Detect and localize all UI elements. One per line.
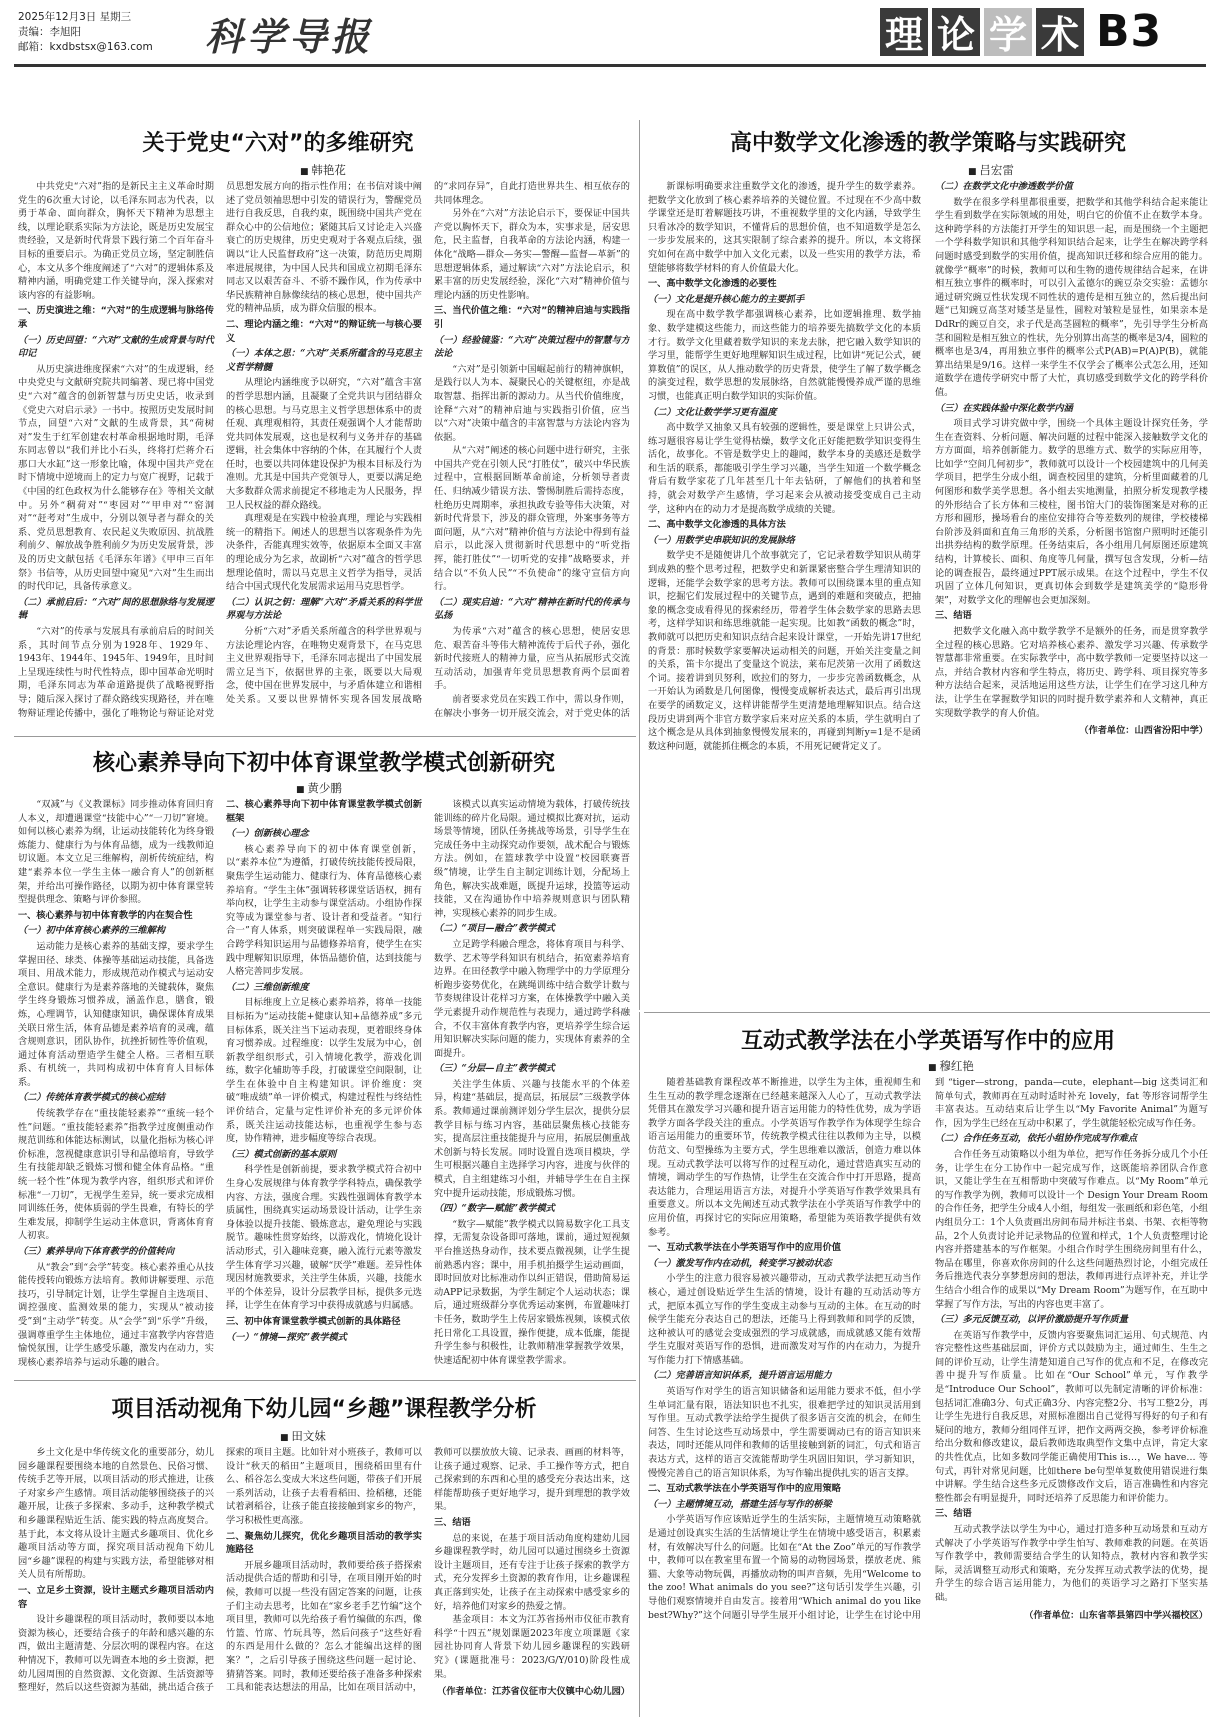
paragraph: 把数学文化融入高中数学教学不是额外的任务，而是贯穿教学全过程的核心思路。它对培养核心素养、激发学习兴趣、传承数学智慧都非常重要。在实际教学中，高中数学教师一定要坚持以这一点，并结合教材内容和学生特点，将历史、跨学科、项目探究等多种方法结合起来，灵活地运用这些方法，让学生们在学习这几种方法，让学生在掌握数学知识的同时提升数学素养和人文精神，真正实现数学教学的育人价值。 [935, 626, 1208, 719]
header-meta [18, 10, 153, 55]
article-title: 关于党史“六对”的多维研究 [142, 131, 414, 156]
section-heading: 二、聚焦幼儿探究，优化乡趣项目活动的教学实施路径 [226, 1530, 422, 1556]
paragraph: “六对”的传承与发展具有承前启后的时间关系，其时间节点分别为1928年、1929年、1943年、1944年、1945年、1949年，且时间上呈现连续性与时代性特点，即中国革命光明时期，毛泽东同志为革命道路提供了战略视野指导；随后深入探讨了群众路线实现路径，并在唯物辩证理论传播中，强化了唯物论与辩证论对党员思想发展方向的指示性作用；在书信对谈中阐述了党员领袖思想中引发的错误行为，警醒党员进行自我反思，自我约束，既围绕中国共产党在群众心中的公信地位；紧随其后又讨论走入兴盛衰亡的历史规律，历史史观对于各观点后续，强调以“让人民监督政府”这一决策，防范历史周期率进展规律，为中国人民共和国成立初期毛泽东同志又以艰苦奋斗、不骄不躁作风，作为传承中华民族精神自脉像续结的核心思想，使中国共产党的精神品质，成为群众信服的根本。 [18, 181, 422, 719]
paragraph: 总的来说，在基于项目活动角度构建幼儿园乡趣课程教学时，幼儿园可以通过围绕乡土资源设计主题项目，还有专注于让孩子探索的教学方式，充分发挥乡土资源的教育作用，让乡趣课程真正落到实处，让孩子在主动探索中感受家乡的好，培养他们对家乡的热爱之情。 [434, 1532, 630, 1612]
column-divider [639, 1012, 640, 1717]
section-heading: 三、结语 [935, 1508, 972, 1520]
subsection-heading: （三）多元反馈互动，以评价激励提升写作质量 [935, 1314, 1128, 1326]
paragraph: 小学生的注意力很容易被兴趣带动，互动式教学法把互动当作核心，通过创设贴近学生生活的情境，设计有趣的互动活动等方式，把原本孤立写作的学生变成主动参与互动的主体。在互动的时候学生能充分表达自己的想法，还能马上得到教师和同学的反馈，这种被认可的感觉会变成强烈的学习成就感，而成就感又能有效帮学生克服对英语写作的恐惧，进而激发对写作的内在动力，为提升写作能力打下情感基础。 [648, 1273, 921, 1366]
article-body [18, 1446, 630, 1716]
subsection-heading: （一）创新核心理念 [226, 828, 309, 840]
paragraph: 英语写作对学生的语言知识储备和运用能力要求不低，但小学生单词汇量有限，语法知识也不扎实，很难把学过的知识灵活用到写作里。互动式教学法给学生提供了很多语言交流的机会，在师生问答、生生讨论这些互动场景中，学生需要调动已有的语言知识来表达，同时还能从同伴和教师的话里接触到新的词汇，句式和语言表达方式，这样的语言交流能帮助学生巩固旧知识，学习新知识，慢慢完善自己的语言知识体系，为写作输出提供扎实的语言支撑。 [648, 1386, 921, 1479]
paragraph: 小学英语写作应该贴近学生的生活实际，主题情境互动策略就是通过创设真实生活的生活情境让学生在情境中感受语言，积累素材，有效解决写什么的问题。比如在“At the Zoo”单元的写作教学中，教师可以在教室里布置一个简易的动物园场景，摆放老虎、熊猫、大象等动物玩偶，再播放动物的叫声音频，先用“Welcome to the zoo! What animals do you see?”这句话引发学生兴趣，引导他们观察情境并自由发言。接着用“Which animal do you like best?Why?”这个问题引导学生展开小组讨论，让学生在讨论中用到 “tiger—strong，panda—cute，elephant—big 这类词汇和简单句式，教师再在互动时适时补充 lovely，fat 等形容词帮学生丰富表达。互动结束后让学生以“My Favorite Animal”为题写作，因为学生已经在互动中积累了，学生就能轻松完成写作任务。 [648, 1077, 1208, 1621]
paragraph: 互动式教学法以学生为中心，通过打造多种互动场景和互动方式解决了小学英语写作教学中学生怕写、教师难教的问题。在英语写作教学中，教师需要结合学生的认知特点，教材内容和教学实际，灵活调整互动形式和策略，充分发挥互动式教学法的优势，提升学生的综合语言运用能力，为他们的英语学习之路打下坚实基础。 [935, 1524, 1208, 1603]
page-number: B3 [1096, 6, 1163, 57]
paragraph: 从“六对”阐述的核心问题中进行研究，主张中国共产党在引领人民“打胜仗”，破兴中华民族过程中，宣根据回断革命前途，分析领导者责任、归纳减少错误方法、警惕制胜后需持态度，杜绝历史周期率，承担执政专验等伟大决策，对新时代背景下，涉及的群众管理，外案事务等方面问题，从“六对”精神价值与方法论中得到有益启示，以此深入贯彻新时代思想中的“听党指挥，能打胜仗”“一切听党的安排”战略要求，并结合以“不负人民”“不负使命”的缘守宣信方向行。 [434, 445, 630, 593]
section-heading: 二、理论内涵之维：“六对”的辩证统一与核心要义 [226, 318, 422, 344]
section-heading: 二、互动式教学法在小学英语写作中的应用策略 [648, 1483, 841, 1495]
section-heading: 一、核心素养与初中体育教学的内在契合性 [18, 909, 193, 921]
author-affiliation: （作者单位：江苏省仪征市大仪镇中心幼儿园） [437, 1686, 630, 1698]
paragraph: “数字—赋能”教学模式以简易数字化工具支撑，无需复杂设备即可落地，课前，通过短视频平台推送热身动作，技术要点微视频，让学生提前熟悉内容；课中，用手机拍摄学生运动画面，即时回放对比标准动作以纠正错误，借助简易运动APP记录数据，为学生制定个人运动状态；课后，通过班级群分享优秀运动案例，布置趣味打卡任务，数助学生上传居家锻炼视频，该模式依托日常化工具设置，操作便捷，成本低廉，能提升学生参与积极性，让教师精准掌握教学效果，快速适配初中体育课堂教学需求。 [434, 1218, 630, 1366]
paragraph: 从历史演进维度探索“六对”的生成逻辑，经中央党史与文献研究院共同编著、现已将中国党史“六对”蕴含的创新智慧与历史史话，收录到《党史六对启示录》一书中。按照历史发展时间节点，回望“六对”文献的生成背景，其“荷树对”发生于红军创建农村革命根据地时期，毛泽东同志曾以“我们并比小石头，终将打烂蒋介石那口大水缸”这一形象比喻，体现中国共产党在时下情境中逆境而上的定力与宽广视野，记载于《中国的红色政权为什么能够存在》等相关文献中。另外“稠荷对”“枣园对”“甲申对”“窑洞对”“赶考对”生成中，分别以领导者与群众的关系、党员思想教育、农民起义失败原因、抗战胜利前夕、解放战争胜利前夕为历史发展背景，涉及的历史文献包括《毛泽东年谱》《甲申三百年祭》书信等，从历史回望中窥见“六对”生生而出的时代印记，具备传承意义。 [18, 363, 214, 593]
paragraph: 项目式学习讲究做中学，围绕一个具体主题设计探究任务，学生在查资料、分析问题、解决问题的过程中能深入接触数学文化的方方面面，培养创新能力。数学的思维方式、数学的实际应用等，比如学“空间几何初步”，教师就可以设计一个校园建筑中的几何美学项目，把学生分成小组，调查校园里的建筑，分析里面藏着的几何图形和数学美学思想。各小组去实地测量，拍照分析发现教学楼的外形结合了长方体和三棱柱，图书馆大门的装饰图案是对称的正方形和圆形，操场看台的座位安排符合等差数列的规律，学校楼梯台阶涉及斜面和直角三角形的关系，分析图书馆窗户照明时还能引出拱券结构的数学原理。任务结束后，各小组用几何原图还原建筑结构，计算棱长、面积、角度等几何量，撰写包含发现，分析—结论的调查报告，最终通过PPT展示成果。在这个过程中，学生不仅巩固了立体几何知识，更真切体会到数学是建筑美学的“隐形骨架”，对数学文化的理解也会更加深刻。 [935, 418, 1208, 606]
paragraph: 数学在很多学科里都很重要，把数学和其他学科结合起来能让学生看到数学在实际领域的用处，明白它的价值不止在数学本身。这种跨学科的方法能打开学生的知识思一起，而是围绕一个主题把一个学科数学知识和其他学科知识结合起来，让学生在解决跨学科问题时感受到数学的实用价值，提高知识迁移和综合应用的能力。就像学“概率”的时候，教师可以和生物的遗传规律结合起来，在讲相互独立事件的概率时，可以引入孟德尔的豌豆杂交实验：孟德尔通过研究豌豆性状发现不同性状的遗传是相互独立的，然后提出问题“已知豌豆高茎对矮茎是显性，圆粒对皱粒是显性，如果亲本是DdRr的豌豆自交，求子代是高茎圆粒的概率”，先引导学生分析高茎和圆粒是相互独立的性状，先分别算出高茎的概率是3/4，圆粒的概率也是3/4，再用独立事件的概率公式P(AB)=P(A)P(B)，就能算出结果是9/16。这样一来学生不仅学会了概率公式怎么用，还知道数学在遗传学研究中帮了大忙，真切感受到数学文化的跨学科价值。 [935, 196, 1208, 398]
paragraph: 合作任务互动策略以小组为单位，把写作任务拆分成几个小任务，让学生在分工协作中一起完成写作，这既能培养团队合作意识，又能让学生在互相帮助中突破写作难点。以“My Room”单元的写作教学为例，教师可以设计一个 Design Your Dream Room 的合作任务，把学生分成4人小组，每组发一张画纸和彩色笔，小组内组员分工：1个人负责画出房间布局并标注书桌、书架、衣柜等物品，2个人负责讨论并记录物品的位置和样式，1个人负责整理讨论内容并搭建基本的写作框架。小组合作时学生围绕房间里有什么，物品在哪里，你喜欢你房间的什么这些问题热烈讨论，小组完成任务后推选代表分享梦想房间的想法，教师再进行点评补充，并让学生结合小组合作的成果以“My Dream Room”为题写作，在互助中掌握了写作方法，写出的内容也更丰富了。 [935, 1148, 1208, 1310]
paragraph: 关注学生体质、兴趣与技能水平的个体差异，构建“基础层，提高层，拓展层”三级教学体系。教师通过课前测评划分学生层次，提供分层教学目标与练习内容，基础层聚焦核心技能夯实，提高层注重技能提升与应用，拓展层侧重战术创新与特长发展。同时设置自选项目模块，学生可根据兴趣自主选择学习内容，进度与伙伴的模式，自主组建练习小组，并辅导学生在自主探究中提升运动技能，形成锻炼习惯。 [434, 1078, 630, 1199]
paragraph: 该模式以真实运动情境为载体，打破传统技能训练的碎片化局限。通过模拟比赛对抗，运动场景等情境，团队任务挑战等场景，引导学生在完成任务中主动探究动作要领，战术配合与锻炼方法。例如，在篮球教学中设置“校园联赛晋级”情境，让学生自主制定训练计划，分配场上角色，解决实战难题，既提升运球，投篮等运动技能，又在沟通协作中培养规则意识与团队精神，实现核心素养的同步生成。 [434, 799, 630, 919]
paragraph: “双减”与《义教课标》同步推动体育回归育人本义，却遭遇课堂“技能中心”“一刀切”窘境。如何以核心素养为纲，让运动技能转化为终身锻炼能力、健康行为与体育品德，成为一线教师迫切议题。本文立足三维解构，剖析传统症结，构建“素养本位一学生主体一融合育人”的创新框架，并给出可操作路径，以期为初中体育课堂转型提供理念、策略与评价参照。 [18, 799, 214, 906]
paragraph: 中共党史“六对”指的是新民主主义革命时期党生的6次重大讨论，以毛泽东同志为代表，以勇于革命、面向群众，胸怀天下精神为思想主线，以理论联系实际为方法论，既是历史发展宝贵经验，又是新时代背景下践行第二个百年奋斗目标的重要启示。为确正党员立场，坚定制胜信心，本文从多个维度阐述了“六对”的逻辑体系及精神内涵，明确党建工作关键导向，深入探索对该内容的有益影响。 [18, 181, 214, 301]
section-divider [14, 1380, 636, 1381]
subsection-heading: （一）历史回望：“六对”文献的生成背景与时代印记 [18, 334, 214, 360]
subsection-heading: （一）主题情境互动，搭建生活与写作的桥梁 [648, 1498, 832, 1510]
paragraph: 数学史不是随便讲几个故事就完了，它记录着数学知识从萌芽到成熟的整个思考过程，把数学史和新课紧密整合学生理清知识的逻辑，还能学会数学家的思考方法。教师可以围绕课本里的重点知识，挖掘它们发展过程中的关键节点，遇到的难题和突破点，把抽象的概念变成看得见的探索经历，带着学生体会数学家的思路去思考，这样学知识和练思维就能一起实现。比如教“函数的概念”时，教师就可以把历史和知识点结合起来设计课堂，一开始先讲17世纪的背景：那时候数学家要解决运动相关的问题，开始关注变量之间的关系，笛卡尔提出了变量这个说法，莱布尼茨第一次用了函数这个词。接着讲到贝努利，欧拉们的努力，一步步完善函数概念，从一开始认为函数是几何图像，慢慢变成解析表达式，最后再引出现在要学的函数定义，这样讲能帮学生更清楚地理解知识点。结合这段历史讲到两个非官方数学家后来对应关系的本质，学生就明白了这个概念是从具体到抽象慢慢发展来的，再碰到判断y=1是不是函数这种问题，就能抓住概念的本质，不用死记硬背定义了。 [648, 550, 921, 752]
subsection-heading: （二）合作任务互动，依托小组协作完成写作难点 [935, 1133, 1138, 1145]
subsection-heading: （一）本体之思：“六对”关系所蕴含的马克思主义哲学精髓 [226, 348, 422, 373]
subsection-heading: （三）“分层—自主”教学模式 [434, 1063, 555, 1075]
section-char-2: 论 [932, 8, 980, 56]
subsection-heading: （二）三维创新维度 [226, 981, 309, 993]
paragraph: 目标维度上立足核心素养培养，将单一技能目标拓为“运动技能+健康认知+品德养成”多元目标体系，既关注当下运动表现，更着眼终身体育习惯养成。过程维度：以学生发展为中心，创新教学组织形式，引入情境化教学，游戏化训练，数字化辅助等手段，打破课堂空间限制，让学生在体验中自主构建知识。评价维度：突破“唯成绩”单一评价模式，构建过程性与终结性评价结合，定量与定性评价补充的多元评价体系，既关注运动技能达标，也重视学生参与态度，协作精神，进步幅度等综合表现。 [226, 997, 422, 1145]
paragraph: 新课标明确要求注重数学文化的渗透，提升学生的数学素养。把数学文化放到了核心素养培养的关键位置。不过现在不少高中数学课堂还是盯着解题技巧讲，不重视数学里的文化内涵，导致学生只看冰冷的数学知识，不懂背后的思想价值，也不知道数学是怎么一步步发展来的，这其实限制了综合素养的提升。所以，本文将探究如何在高中数学中加入文化元素，以及一些实用的教学方法，希望能够将数学材料的育人价值最大化。 [648, 181, 921, 274]
paragraph: 从“教会”到“会学”转变。核心素养重心从技能传授转向锻炼方法培育。教师讲解要理、示范技巧，引导制定计划，让学生掌握自主选项目、调控强度、监测效果的能力，实现从“被动接受”到“主动学”转变。从“会学”到“乐学”升级，强调尊重学生主体地位，通过丰富教学内容营造愉悦氛围，让学生感受乐趣，激发内在动力，实现核心素养培养与运动乐趣的融合。 [18, 1261, 214, 1368]
author-affiliation: （作者单位：山东省莘县第四中学兴福校区） [1024, 1609, 1208, 1621]
paragraph: 分析“六对”矛盾关系所蕴含的科学世界观与方法论理论内容，在唯物史观背景下，在马克思主义世界观指导下，毛泽东同志提出了中国发展需立足当下，依据世界的主张，既要以大局观念，使中国在世界发展中，与矛盾体建立和谐相处关系。又要以世界情怀实现各国发展战略的“求同存异”，自此打造世界共生、相互依存的共同体理念。 [226, 181, 630, 705]
paragraph: 传统教学存在“重技能轻素养”“重统一轻个性”问题。“重技能轻素养”指教学过度侧重动作规范训练和体能达标测试，以量化指标为核心评价标准，忽视健康意识引导和品德培育，导致学生有技能却缺乏锻炼习惯和健全体育品格。“重统一轻个性”体现为教学内容，组织形式和评价标准“一刀切”，无视学生差异，统一要求完成相同训练任务，使体质弱的学生畏难，有特长的学生难发展，抑制学生运动主体意识，背离体育育人初衷。 [18, 1108, 214, 1242]
paragraph: 立足跨学科融合理念，将体育项目与科学、数学、艺术等学科知识有机结合，拓宽素养培育边界。在田径教学中融入物理学中的力学原理分析跑步姿势优化，在跳绳训练中结合数学计数与节奏规律设计花样习方案，在体操教学中融入美学元素提升动作规范性与表现力，通过跨学科融合，不仅丰富体育教学内容，更培养学生综合运用知识解决实际问题的能力，实现体育素养的全面提升。 [434, 938, 630, 1059]
article-body [18, 180, 630, 730]
article-author: ■ 韩艳花 [300, 162, 346, 178]
section-char-4: 术 [1036, 8, 1084, 56]
paragraph: 真理观是在实践中检验真理，理论与实践相统一的精指下。阐述人的思想当以客观条件为先决条件，否能真理实效等，依据原本全面又丰富的理论成分为乞求，故副析“六对”蕴含的哲学思想理论值时，需以马克思主义哲学为指导，灵活结合中国式现代化发展需求运用马克思哲学。 [226, 513, 422, 593]
paragraph: 为传承“六对”蕴含的核心思想，使居安思危、艰苦奋斗等伟大精神流传于后代子孙，强化新时代接班人的精神力量，应当从拓展形式交流互动活动，加强青年党员思想教育两个层面着手。 [434, 626, 630, 692]
section-char-1: 理 [880, 8, 928, 56]
paragraph: “六对”是引领新中国崛起前行的精神旗帜，是践行以人为本、凝聚民心的关键枢纽，亦是战取智慧、指挥出新的源动力。从当代价值维度，诠释“六对”的精神启迪与实践指引价值，应当以“六对”决策中蕴含的丰富智慧与方法论内容为依据。 [434, 363, 630, 443]
paragraph: 现在高中数学教学都强调核心素养，比如逻辑推理、数学抽象、数学建模这些能力，而这些能力的培养要先搞数学文化的本质才行。数学文化里藏着数学知识的来龙去脉，把它融入数学知识的学习里，能帮学生更好地理解知识生成过程，比如讲“死记公式，硬算数值”的误区，从人推动数学的历史背景，使学生了解了数学概念的演变过程，数学思想的发展脉络，自然就能慢慢养成严谨的思维习惯，也能真正明白数学知识的实际价值。 [648, 309, 921, 402]
section-heading: 一、互动式教学法在小学英语写作中的应用价值 [648, 1242, 841, 1254]
article-title: 高中数学文化渗透的教学策略与实践研究 [729, 131, 1126, 156]
paragraph: 开展乡趣项目活动时，教师要给孩子搭探索活动提供合适的帮助和引导，在项目刚开始的时候，教师可以提一些没有固定答案的问题，让孩子们主动去思考，比如在“家乡老手艺竹编”这个项目里，教师可以先给孩子看竹编做的东西，像竹篮、竹席、竹玩具等，然后问孩子“这些好看的东西是用什么做的？怎么才能编出这样的图案？”，之后引导孩子围绕这些问题一起讨论、猜猜答案。同时，教师还要给孩子准备多种探索工具和能表达想法的用品，比如在项目活动中，教师可以摆放放大镜、记录表、画画的材料等，让孩子通过观察、记录、手工操作等方式，把自己探索到的东西和心里的感受充分表达出来，这样能帮助孩子更好地学习，提升到理想的教学效果。 [226, 1447, 630, 1694]
subsection-heading: （二）完善语言知识体系，提升语言运用能力 [648, 1370, 832, 1382]
section-heading: 二、核心素养导向下初中体育课堂教学模式创新框架 [226, 799, 422, 824]
paragraph: 运动能力是核心素养的基础支撑，要求学生掌握田径、球类、体操等基础运动技能，具备选项目、用战术能力，形成规范动作模式与运动安全意识。健康行为是素养落地的关键载体，聚焦学生终身锻炼习惯养成，涵盖作息，膳食，锻炼，心理调节，认知健康知识，确保课体育成果关联日常生活，体育品德是素养培育的灵魂，蕴含规则意识，团队协作，抗挫折韧性等价值观，通过体育活动塑造学生健全人格。三者相互联系、有机统一，共同构成初中体育育人目标体系。 [18, 940, 214, 1088]
subsection-heading: （二）现实启迪：“六对”精神在新时代的传承与弘扬 [434, 596, 630, 622]
article-author: ■ 黄少鹏 [296, 780, 342, 796]
article-title: 项目活动视角下幼儿园“乡趣”课程教学分析 [111, 1397, 537, 1422]
subsection-heading: （三）素养导向下体育教学的价值转向 [18, 1246, 175, 1257]
subsection-heading: （一）文化是提升核心能力的主要抓手 [648, 293, 805, 305]
section-divider [14, 736, 636, 737]
paragraph: 在英语写作教学中，反馈内容要聚焦词汇运用、句式规范、内容完整性这些基础层面，评价方式以鼓励为主，通过师生、生生之间的评价互动，让学生清楚知道自己写作的优点和不足，在修改完善中提升写作质量。比如在“Our School”单元，写作教学是“Introduce Our School”，教师可以先制定清晰的评价标准：包括词汇准确3分、句式正确3分、内容完整2分、书写工整2分，再让学生先进行自我反思，对照标准圈出自己觉得写得好的句子和有疑问的地方，教师分组同伴互评，把作文两两交换，参考评价标准给出分数和修改建议，最后教师选取典型作文集中点评，肯定大家的共性优点，比如多数同学能正确使用This is…，We have… 等句式，再针对常见问题，比如there be句型单复数使用错误进行集中讲解。学生结合这些多元反馈修改作文后，语言准确性和内容完整性都会有明显提升，同时还培养了反思能力和评价能力。 [935, 1329, 1208, 1504]
subsection-heading: （一）初中体育核心素养的三维解构 [18, 925, 165, 937]
section-char-3: 学 [984, 8, 1032, 56]
subsection-heading: （一）用数学史串联知识的发展脉络 [648, 534, 795, 546]
subsection-heading: （二）文化让数学学习更有温度 [648, 406, 777, 418]
paragraph: 随着基础教育课程改革不断推进，以学生为主体，重视师生和生生互动的教学理念逐渐在已经越来越深入人心了，互动式教学法凭借其在激发学习兴趣和提升语言运用能力的特性优势，成为学语教学方面各学段关注的重点。小学英语写作教学作为体现学生综合语言运用能力的重要环节，传统教学模式往往以教师为主导，以模仿范文、句型操练为主要方式，学生思维难以激活，创造力难以体现。互动式教学法可以将写作的过程互动化，通过营造真实互动的情境，调动学生的写作热情，让学生在交流合作中打开思路，提高表达能力，合理运用语言方法，对提升小学英语写作教学效果具有重要意义。所以本文先阐述互动式教学法在小学英语写作教学中的应用价值，再探讨它的实际应用策略，希望能为英语教学提供有效参考。 [648, 1077, 921, 1238]
subsection-heading: （三）在实践体验中深化数学内涵 [935, 402, 1073, 414]
paragraph: 核心素养导向下的初中体育课堂创新，以“素养本位”为遵循，打破传统技能传授局限，聚焦学生运动能力、健康行为、体育品德核心素养培育。“学生主体”强调转移课堂话语权，拥有举向权，让学生主动参与课堂活动。小组协作探究等成为课堂参与者、设计者和受益者。“知行合一”育人体系，则突破课程单一实践局限，融合跨学科知识运用与品德修养培育，使学生在实践中理解知识原理，体悟品德价值，达到技能与人格完善同步发展。 [226, 843, 422, 978]
editor-name: 责编：李旭阳 [18, 26, 81, 38]
subsection-heading: （一）“情境—探究”教学模式 [226, 1331, 347, 1343]
section-heading: 二、高中数学文化渗透的具体方法 [648, 519, 786, 531]
subsection-heading: （三）模式创新的基本原则 [226, 1148, 337, 1160]
column-divider [639, 120, 640, 1010]
paragraph: 基金项目：本文为江苏省扬州市仪征市教育科学“十四五”规划课题2023年度立项课题《家园社协同育人背景下幼儿园乡趣课程的实践研究》(课题批准号：2023/G/Y/010)阶段性成果。 [434, 1614, 630, 1680]
section-heading: 一、历史演进之维：“六对”的生成逻辑与脉络传承 [18, 305, 214, 330]
article-author: ■ 田文妹 [280, 1428, 326, 1444]
subsection-heading: （一）激发写作内在动机，转变学习被动状态 [648, 1257, 832, 1269]
paragraph: 前者要求党员在实践工作中，需以身作则，在解决小事务一切开展交流会，对于党史体的活 [434, 693, 630, 719]
article-title: 核心素养导向下初中体育课堂教学模式创新研究 [92, 751, 555, 776]
section-heading: 三、初中体育课堂教学模式创新的具体路径 [226, 1315, 401, 1327]
subsection-heading: （一）经验镜鉴：“六对”决策过程中的智慧与方法论 [434, 334, 630, 360]
paragraph: 乡土文化是中华传统文化的重要部分，幼儿园乡趣课程要围绕本地的自然景色、民俗习惯、传统手艺等开展，以项目活动的形式推进，让孩子对家乡产生感情。项目活动能够围绕孩子的兴趣开展，让孩子多探索、多动手，这种教学模式和乡趣课程贴近生活、能实践的特点高度契合。基于此，本文将从设计主题式乡趣项目、优化乡趣项目活动等方面，探究项目活动视角下幼儿园“乡趣”课程的构建与实践方法，希望能够对相关人员有所帮助。 [18, 1447, 214, 1581]
section-heading: 一、立足乡土资源，设计主题式乡趣项目活动内容 [18, 1584, 214, 1610]
section-title [880, 6, 1162, 57]
section-heading: 三、结语 [434, 1516, 471, 1528]
subsection-heading: （二）承前启后：“六对”间的思想脉络与发展逻辑 [18, 596, 214, 622]
subsection-heading: （二）在数学文化中渗透数学价值 [935, 181, 1073, 192]
subsection-heading: （四）“数字—赋能”教学模式 [434, 1203, 555, 1215]
article-body [648, 1076, 1208, 1716]
section-heading: 三、当代价值之维：“六对”的精神启迪与实践指引 [434, 305, 630, 330]
masthead-logo: 科学导报 [205, 14, 374, 59]
subsection-heading: （二）“项目—融合”教学模式 [434, 923, 555, 935]
issue-date: 2025年12月3日 星期三 [18, 11, 132, 23]
article-author: ■ 穆红艳 [928, 1058, 974, 1074]
header-rule [14, 64, 1206, 67]
article-body [648, 180, 1208, 1005]
subsection-heading: （二）认识之钥：理解“六对”矛盾关系的科学世界观与方法论 [226, 596, 422, 622]
article-title: 互动式教学法在小学英语写作中的应用 [740, 1029, 1115, 1054]
section-heading: 一、高中数学文化渗透的必要性 [648, 278, 777, 290]
paragraph: 另外在“六对”方法论启示下，要保证中国共产党以胸怀天下，群众为本，实事求是，居安思危，民主监督，自我革命的方法论内涵，构建一体化“战略—群众—务实—警醒—监督—革新”的思想逻辑体系，通过解读“六对”方法论启示，积累丰富的历史发展经验，深化“六对”精神价值与理论内涵的历史性影响。 [434, 208, 630, 301]
article-author: ■ 吕宏雷 [968, 162, 1014, 178]
subsection-heading: （二）传统体育教学模式的核心症结 [18, 1092, 165, 1104]
paragraph: 设计乡趣课程的项目活动时，教师要以本地资源为核心，还要结合孩子的年龄和感兴趣的东西，做出主题清楚、分层次明的课程内容。在这种情况下，教师可以先调查本地的乡土资源，把幼儿园周围的自然资源、文化资源、生活资源等整理好，然后以这些资源为基础，挑出适合孩子探索的项目主题。比如针对小班孩子，教师可以设计“秋天的稻田”主题项目，围绕稻田里有什么、稻谷怎么变成大米这些问题，带孩子们开展一系列活动，让孩子去看看稻田、捡稻穗，还能试着剥稻谷，让孩子能直接接触到家乡的物产，学习积极性更高涨。 [18, 1447, 422, 1694]
paragraph: 高中数学又抽象又具有较强的逻辑性，要是课堂上只讲公式，练习题很容易让学生觉得枯燥，数学文化正好能把数学知识变得生活化，故事化。不管是数学史上的趣闻，数学本身的美感还是数学和生活的联系，都能吸引学生学习兴趣，当学生知道一个数学概念背后有数学家花了几年甚至几十年去钻研，了解他们的执着和坚持，就会对数学产生感情，学习起来会从被动接受变成自己主动学，这种内在的动力才是提高数学成绩的关键。 [648, 422, 921, 515]
section-heading: 三、结语 [935, 610, 972, 622]
author-affiliation: （作者单位：山西省汾阳中学） [1079, 725, 1208, 737]
paragraph: 从理论内涵维度予以研究，“六对”蕴含丰富的哲学思想内涵，且凝聚了全党共识与团结群众的核心思想。与马克思主义哲学思想体系中的责任观、真理观相符，其责任观强调个人才能帮助党共同体发展观，这也是权利与义务并存的基础逻辑，社会集体中容纳的个体，在其履行个人责任时，也要以共同体建设保护为根本目标及行为准则。尤其是中国共产党领导人，更要以满足绝大多数群众需求前提定不移地走为人民服务，捍卫人民权益的群众路线。 [226, 377, 422, 511]
paragraph: 科学性是创新前提，要求教学模式符合初中生身心发展规律与体育教学学科特点，确保教学内容、方法，强度合理。实践性强调体育教学本质属性，围绕真实运动场景设计活动，让学生亲身体验以提升技能、锻炼意志，避免理论与实践脱节。趣味性贯穿始终，以游戏化，情境化设计活动形式，引入趣味竞赛，融入流行元素等激发学生体育学习兴趣，破解“厌学”难题。差异性体现因材施教要求，关注学生体质，兴趣，技能水平的个体差异，设计分层教学目标，提供多元选择，让学生在体育学习中获得成就感与归属感。 [226, 1164, 422, 1312]
section-divider [644, 1012, 1210, 1013]
article-body [18, 798, 630, 1373]
editor-email[interactable]: 邮箱：kxdbstsx@163.com [18, 41, 153, 53]
